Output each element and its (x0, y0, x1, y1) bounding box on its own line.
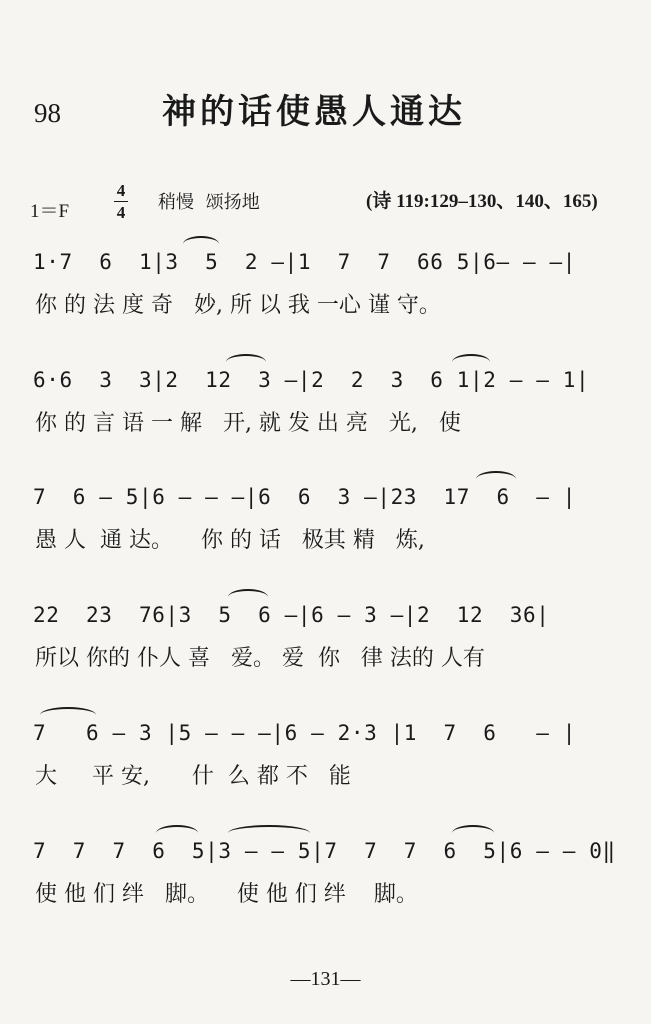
lyrics-line: 你 的 法 度 奇 妙, 所 以 我 一心 谨 守。 (35, 293, 441, 318)
lyrics-line: 所以 你的 仆人 喜 爱。 爱 你 律 法的 人有 (35, 646, 485, 671)
lyrics-line: 愚 人 通 达。 你 的 话 极其 精 炼, (35, 528, 425, 553)
notation-line: 7 7 7 6 5|3 – – 5|7 7 7 6 5|6 – – 0‖ (33, 839, 616, 863)
notation-line: 6·6 3 3|2 12 3 –|2 2 3 6 1|2 – – 1| (33, 368, 590, 392)
key-signature: 1＝F (30, 201, 70, 222)
notation-line: 1·7 6 1|3 5 2 –|1 7 7 66 5|6– – –| (33, 250, 576, 274)
notation-line: 22 23 76|3 5 6 –|6 – 3 –|2 12 36| (33, 603, 550, 627)
song-number: 98 (34, 98, 61, 128)
meter-divider (114, 201, 128, 202)
lyrics-line: 大 平 安, 什 么 都 不 能 (35, 764, 351, 789)
slur (452, 354, 490, 370)
slur (228, 825, 310, 841)
slur (183, 236, 219, 252)
meter-bottom: 4 (116, 203, 126, 222)
slur (40, 707, 96, 723)
notation-line: 7 6 – 5|6 – – –|6 6 3 –|23 17 6 – | (33, 485, 576, 509)
slur (476, 471, 516, 487)
page-number: —131— (290, 968, 361, 990)
scripture-reference: (诗 119:129–130、140、165) (366, 191, 598, 212)
notation-line: 7 6 – 3 |5 – – –|6 – 2·3 |1 7 6 – | (33, 721, 576, 745)
slur (156, 825, 198, 841)
meter-top: 4 (116, 181, 126, 200)
slur (228, 589, 268, 605)
lyrics-line: 使 他 们 绊 脚。 使 他 们 绊 脚。 (35, 882, 418, 907)
lyrics-line: 你 的 言 语 一 解 开, 就 发 出 亮 光, 使 (35, 411, 461, 436)
time-signature (114, 181, 128, 222)
slur (452, 825, 494, 841)
slur (226, 354, 266, 370)
song-title: 神的话使愚人通达 (162, 92, 466, 132)
tempo-marking: 稍慢 颂扬地 (158, 192, 260, 213)
